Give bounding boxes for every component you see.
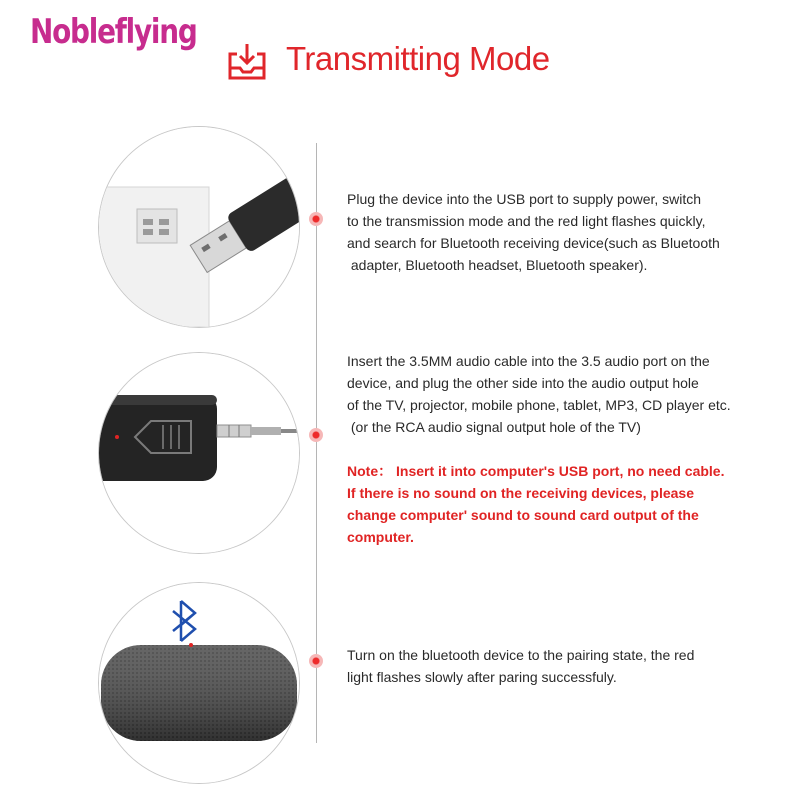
note-line-3: change computer' sound to sound card output of the: [347, 507, 699, 523]
page-title: Transmitting Mode: [286, 40, 550, 77]
step-2-line-4: (or the RCA audio signal output hole of the TV): [347, 419, 641, 435]
step-2-text: [347, 350, 787, 438]
note-line-1: Note： Insert it into computer's USB port, no need cable.: [347, 463, 725, 479]
step-1-line-3: and search for Bluetooth receiving device(such as Bluetooth: [347, 235, 720, 251]
bluetooth-speaker-photo: [98, 582, 300, 784]
step-1-text: [347, 188, 787, 276]
usb-plug-photo: [98, 126, 300, 328]
step-1-line-1: Plug the device into the USB port to supply power, switch: [347, 191, 702, 207]
step-3-line-2: light flashes slowly after paring successfuly.: [347, 669, 617, 685]
note-text: [347, 460, 767, 548]
step-2-line-2: device, and plug the other side into the audio output hole: [347, 375, 699, 391]
audio-cable-adapter-photo: [98, 352, 300, 554]
note-line-2: If there is no sound on the receiving devices, please: [347, 485, 694, 501]
step-3-text: [347, 644, 787, 688]
brand-logo: Nobleflying: [30, 12, 197, 52]
note-line-4: computer.: [347, 529, 414, 545]
timeline-dot-1: [309, 212, 323, 226]
step-2-line-3: of the TV, projector, mobile phone, tablet, MP3, CD player etc.: [347, 397, 731, 413]
step-1-line-4: adapter, Bluetooth headset, Bluetooth speaker).: [347, 257, 648, 273]
timeline-dot-3: [309, 654, 323, 668]
timeline-dot-2: [309, 428, 323, 442]
step-2-line-1: Insert the 3.5MM audio cable into the 3.5 audio port on the: [347, 353, 710, 369]
download-tray-icon: [224, 42, 270, 82]
timeline-line: [316, 143, 317, 743]
step-3-line-1: Turn on the bluetooth device to the pairing state, the red: [347, 647, 695, 663]
step-1-line-2: to the transmission mode and the red light flashes quickly,: [347, 213, 706, 229]
